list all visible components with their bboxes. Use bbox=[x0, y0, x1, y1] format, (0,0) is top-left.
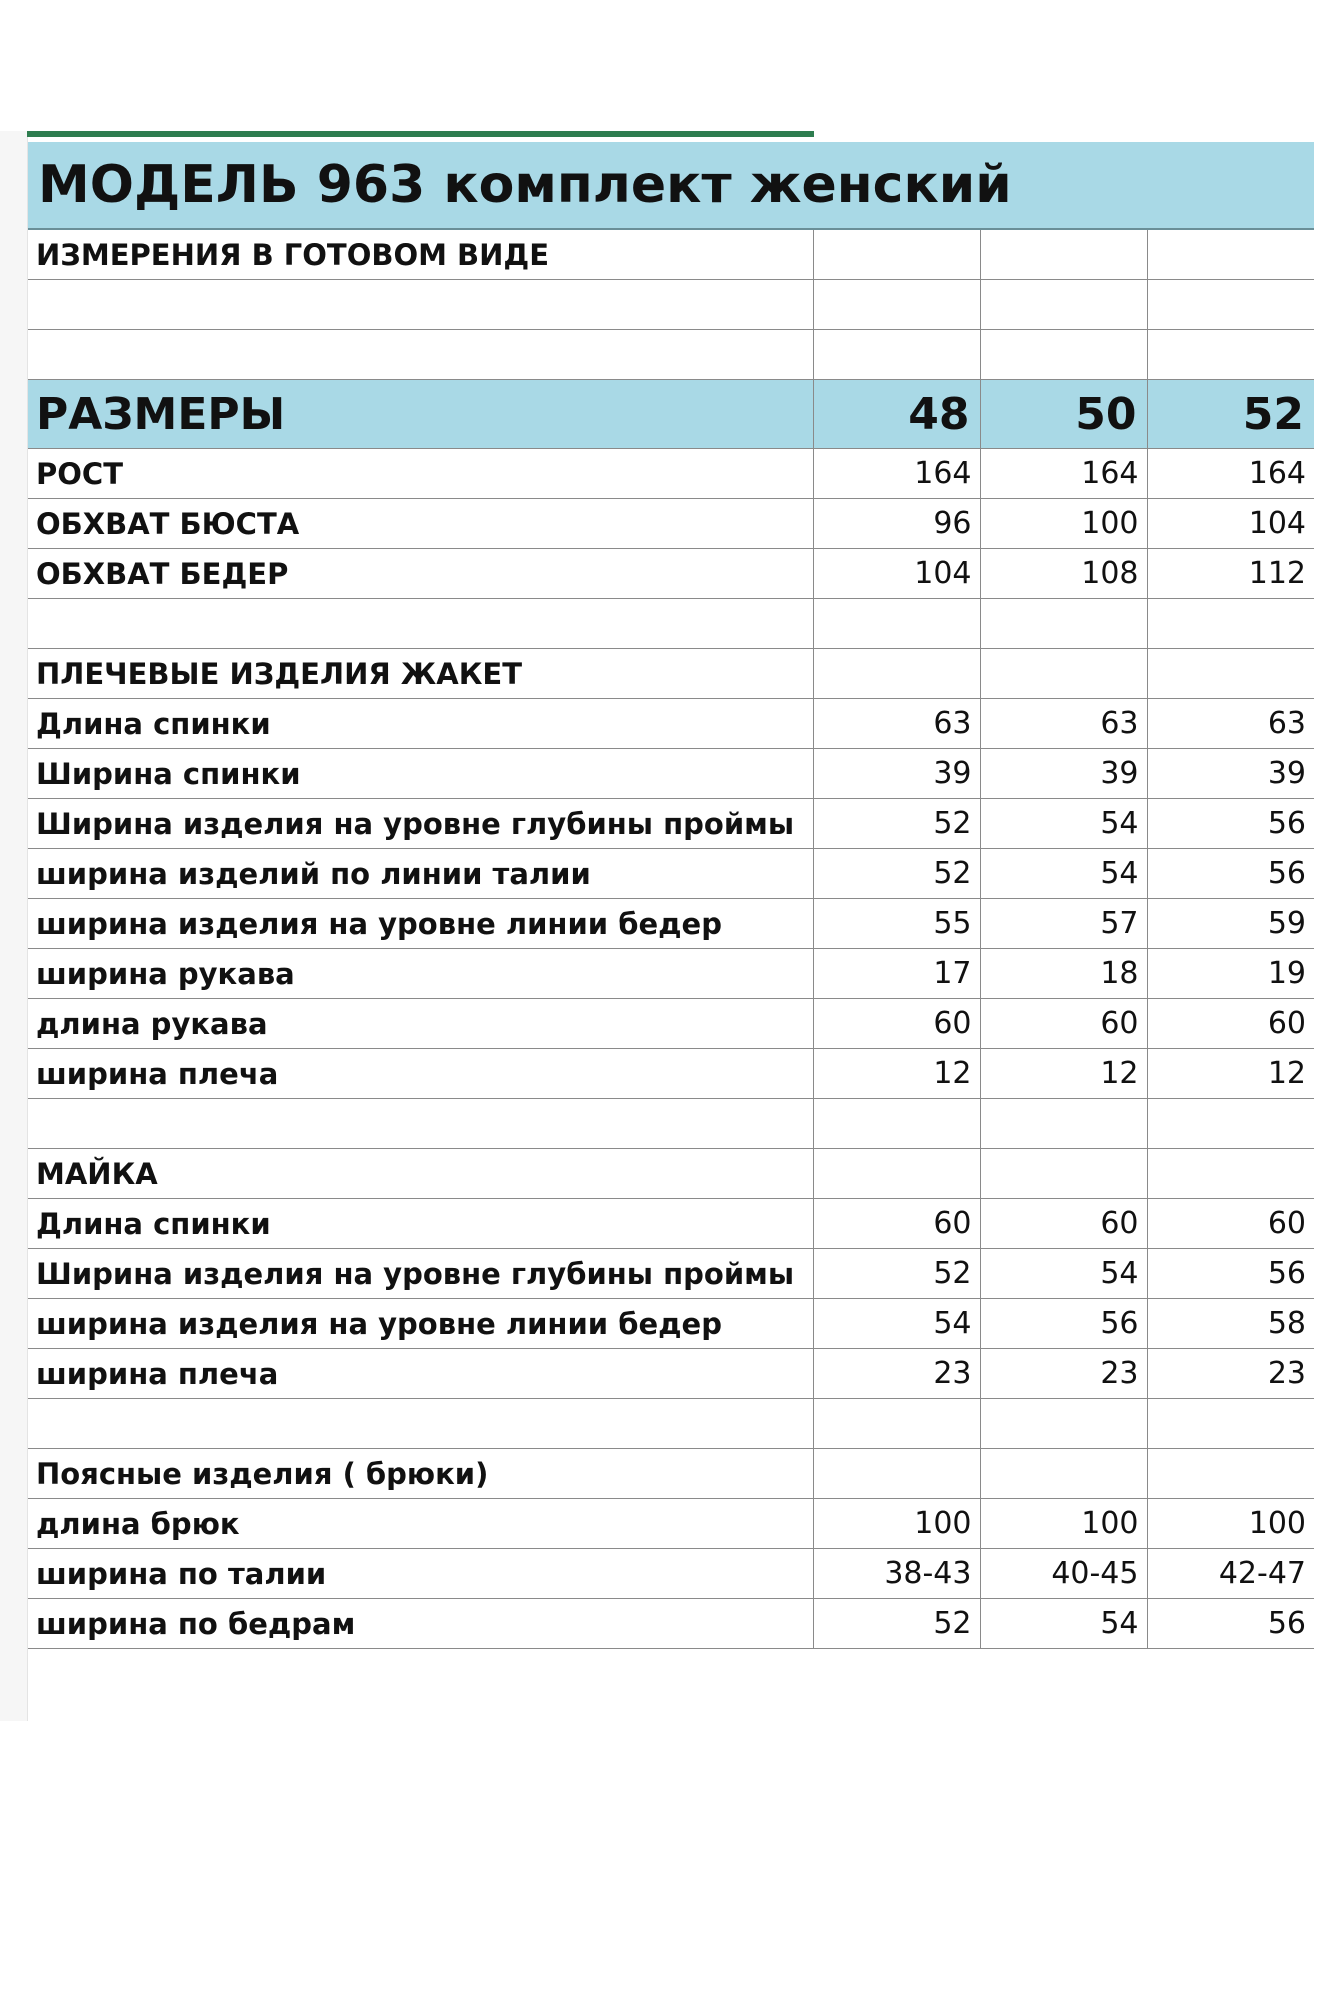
measurement-value: 17 bbox=[813, 949, 980, 999]
measurement-value: 164 bbox=[980, 449, 1147, 499]
empty-row bbox=[28, 1399, 1314, 1449]
measurement-label: ширина плеча bbox=[28, 1049, 813, 1099]
title-row bbox=[28, 142, 1314, 229]
measurement-label: Ширина изделия на уровне глубины проймы bbox=[28, 799, 813, 849]
measurement-row bbox=[28, 899, 1314, 949]
measurement-value: 100 bbox=[1147, 1499, 1314, 1549]
measurement-row bbox=[28, 1199, 1314, 1249]
measurement-value: 56 bbox=[980, 1299, 1147, 1349]
size-48: 48 bbox=[813, 380, 980, 449]
measurement-row bbox=[28, 1049, 1314, 1099]
measurement-value: 56 bbox=[1147, 1599, 1314, 1649]
measurement-value: 60 bbox=[1147, 1199, 1314, 1249]
measurement-label: ширина изделий по линии талии bbox=[28, 849, 813, 899]
measurement-label: ширина по бедрам bbox=[28, 1599, 813, 1649]
measurement-value: 60 bbox=[813, 1199, 980, 1249]
section-heading-row bbox=[28, 1149, 1314, 1199]
model-title: МОДЕЛЬ 963 комплект женский bbox=[28, 142, 1314, 229]
measurement-label: ширина плеча bbox=[28, 1349, 813, 1399]
measurement-label: Ширина изделия на уровне глубины проймы bbox=[28, 1249, 813, 1299]
measurement-value: 58 bbox=[1147, 1299, 1314, 1349]
measurement-value: 23 bbox=[1147, 1349, 1314, 1399]
sizes-header-row bbox=[28, 380, 1314, 449]
measurement-label: ширина рукава bbox=[28, 949, 813, 999]
measurement-label: РОСТ bbox=[28, 449, 813, 499]
empty-row bbox=[28, 1099, 1314, 1149]
measurement-value: 56 bbox=[1147, 1249, 1314, 1299]
measurement-value: 42-47 bbox=[1147, 1549, 1314, 1599]
sizes-label: РАЗМЕРЫ bbox=[28, 380, 813, 449]
row-header-strip bbox=[0, 131, 28, 1721]
measurement-value: 23 bbox=[813, 1349, 980, 1399]
measurement-value: 12 bbox=[1147, 1049, 1314, 1099]
measurement-label: ширина изделия на уровне линии бедер bbox=[28, 1299, 813, 1349]
measurement-value: 100 bbox=[980, 1499, 1147, 1549]
section-heading: Поясные изделия ( брюки) bbox=[28, 1449, 813, 1499]
measurement-value: 60 bbox=[980, 999, 1147, 1049]
measurement-row bbox=[28, 549, 1314, 599]
measurement-value: 112 bbox=[1147, 549, 1314, 599]
section-heading: МАЙКА bbox=[28, 1149, 813, 1199]
measurement-value: 19 bbox=[1147, 949, 1314, 999]
measurements-subtitle: ИЗМЕРЕНИЯ В ГОТОВОМ ВИДЕ bbox=[28, 229, 813, 280]
measurement-value: 108 bbox=[980, 549, 1147, 599]
measurement-label: ширина изделия на уровне линии бедер bbox=[28, 899, 813, 949]
measurement-row bbox=[28, 799, 1314, 849]
empty-row bbox=[28, 599, 1314, 649]
measurement-value: 40-45 bbox=[980, 1549, 1147, 1599]
measurement-row bbox=[28, 1499, 1314, 1549]
measurement-label: ОБХВАТ БЕДЕР bbox=[28, 549, 813, 599]
measurement-value: 38-43 bbox=[813, 1549, 980, 1599]
measurement-value: 100 bbox=[980, 499, 1147, 549]
measurement-value: 63 bbox=[980, 699, 1147, 749]
measurement-label: ширина по талии bbox=[28, 1549, 813, 1599]
measurement-label: ОБХВАТ БЮСТА bbox=[28, 499, 813, 549]
measurement-label: длина брюк bbox=[28, 1499, 813, 1549]
measurement-value: 96 bbox=[813, 499, 980, 549]
measurement-value: 39 bbox=[980, 749, 1147, 799]
measurement-value: 63 bbox=[1147, 699, 1314, 749]
measurement-row bbox=[28, 499, 1314, 549]
spreadsheet bbox=[0, 131, 1333, 1721]
measurement-label: Ширина спинки bbox=[28, 749, 813, 799]
measurement-value: 55 bbox=[813, 899, 980, 949]
measurement-value: 104 bbox=[1147, 499, 1314, 549]
measurement-row bbox=[28, 999, 1314, 1049]
measurement-value: 60 bbox=[980, 1199, 1147, 1249]
measurement-value: 23 bbox=[980, 1349, 1147, 1399]
measurement-value: 57 bbox=[980, 899, 1147, 949]
measurement-row bbox=[28, 849, 1314, 899]
measurement-value: 164 bbox=[1147, 449, 1314, 499]
measurement-row bbox=[28, 949, 1314, 999]
measurement-value: 56 bbox=[1147, 799, 1314, 849]
measurement-value: 52 bbox=[813, 799, 980, 849]
measurement-value: 12 bbox=[980, 1049, 1147, 1099]
measurement-row bbox=[28, 1349, 1314, 1399]
measurement-value: 39 bbox=[813, 749, 980, 799]
measurement-value: 54 bbox=[980, 799, 1147, 849]
measurement-value: 60 bbox=[1147, 999, 1314, 1049]
measurement-row bbox=[28, 749, 1314, 799]
measurement-value: 164 bbox=[813, 449, 980, 499]
measurement-value: 12 bbox=[813, 1049, 980, 1099]
size-chart-table bbox=[28, 142, 1314, 1649]
measurement-value: 56 bbox=[1147, 849, 1314, 899]
measurement-value: 54 bbox=[980, 849, 1147, 899]
section-heading-row bbox=[28, 1449, 1314, 1499]
measurement-value: 52 bbox=[813, 849, 980, 899]
measurement-value: 104 bbox=[813, 549, 980, 599]
measurement-row bbox=[28, 699, 1314, 749]
measurement-label: длина рукава bbox=[28, 999, 813, 1049]
measurement-value: 54 bbox=[980, 1599, 1147, 1649]
measurement-value: 18 bbox=[980, 949, 1147, 999]
measurement-row bbox=[28, 1249, 1314, 1299]
size-52: 52 bbox=[1147, 380, 1314, 449]
section-heading: ПЛЕЧЕВЫЕ ИЗДЕЛИЯ ЖАКЕТ bbox=[28, 649, 813, 699]
empty-row bbox=[28, 280, 1314, 330]
measurement-value: 63 bbox=[813, 699, 980, 749]
subtitle-row bbox=[28, 229, 1314, 280]
measurement-value: 54 bbox=[980, 1249, 1147, 1299]
measurement-row bbox=[28, 1299, 1314, 1349]
measurement-row bbox=[28, 449, 1314, 499]
measurement-value: 100 bbox=[813, 1499, 980, 1549]
measurement-value: 60 bbox=[813, 999, 980, 1049]
measurement-value: 52 bbox=[813, 1599, 980, 1649]
measurement-value: 59 bbox=[1147, 899, 1314, 949]
measurement-value: 52 bbox=[813, 1249, 980, 1299]
empty-row bbox=[28, 330, 1314, 380]
size-50: 50 bbox=[980, 380, 1147, 449]
measurement-label: Длина спинки bbox=[28, 1199, 813, 1249]
measurement-value: 39 bbox=[1147, 749, 1314, 799]
section-heading-row bbox=[28, 649, 1314, 699]
measurement-label: Длина спинки bbox=[28, 699, 813, 749]
measurement-row bbox=[28, 1549, 1314, 1599]
selection-accent-bar bbox=[27, 131, 814, 137]
measurement-row bbox=[28, 1599, 1314, 1649]
measurement-value: 54 bbox=[813, 1299, 980, 1349]
